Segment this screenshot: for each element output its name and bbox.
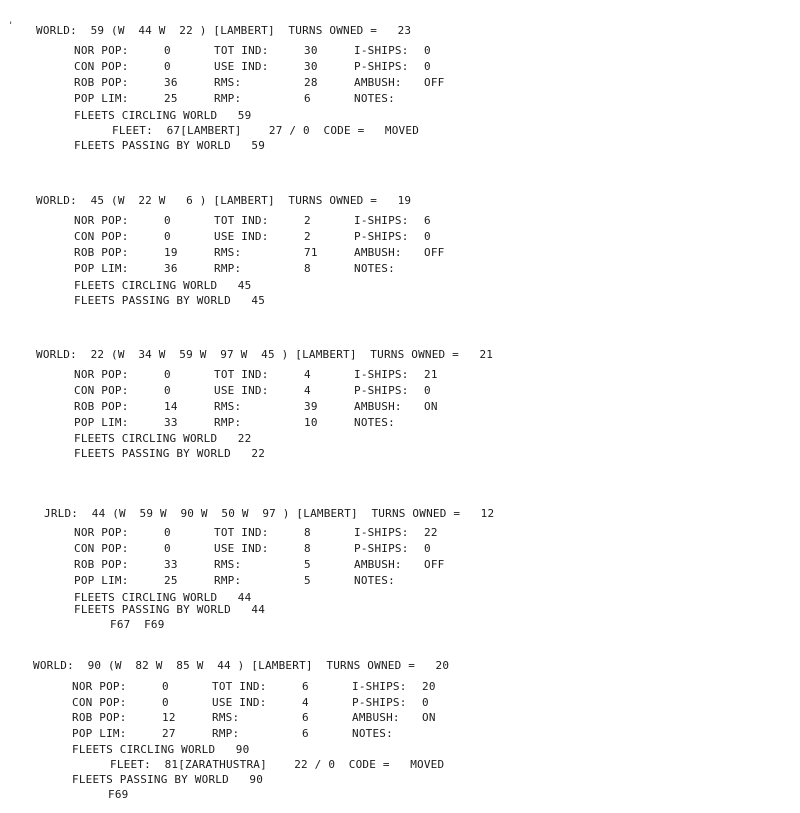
field-label: I-SHIPS:: [354, 368, 409, 381]
field-label: NOR POP:: [74, 214, 129, 227]
field-label: CON POP:: [72, 696, 127, 709]
field-value: 6: [304, 92, 311, 105]
field-value: 0: [424, 60, 431, 73]
field-value: OFF: [424, 246, 445, 259]
field-value: 36: [164, 262, 178, 275]
field-value: 0: [164, 542, 171, 555]
field-label: I-SHIPS:: [354, 44, 409, 57]
field-value: 0: [162, 680, 169, 693]
field-label: TOT IND:: [212, 680, 267, 693]
field-value: 30: [304, 60, 318, 73]
field-value: 0: [422, 696, 429, 709]
field-value: 0: [164, 230, 171, 243]
field-label: RMP:: [214, 416, 242, 429]
field-label: ROB POP:: [74, 400, 129, 413]
fleets-circling-line: FLEETS CIRCLING WORLD 44: [74, 591, 252, 604]
field-value: 12: [162, 711, 176, 724]
field-label: RMS:: [214, 400, 242, 413]
fleets-passing-line: FLEETS PASSING BY WORLD 22: [74, 447, 266, 460]
field-label: TOT IND:: [214, 526, 269, 539]
field-label: P-SHIPS:: [352, 696, 407, 709]
field-value: 25: [164, 574, 178, 587]
field-label: TOT IND:: [214, 44, 269, 57]
fleets-circling-line: FLEETS CIRCLING WORLD 90: [72, 743, 250, 756]
field-label: I-SHIPS:: [354, 526, 409, 539]
fleets-passing-line: FLEETS PASSING BY WORLD 59: [74, 139, 266, 152]
field-label: AMBUSH:: [354, 76, 402, 89]
field-value: 0: [424, 44, 431, 57]
field-label: I-SHIPS:: [354, 214, 409, 227]
field-value: 6: [302, 711, 309, 724]
field-value: ON: [424, 400, 438, 413]
field-label: USE IND:: [214, 384, 269, 397]
field-value: 8: [304, 262, 311, 275]
field-label: RMS:: [212, 711, 240, 724]
field-value: 2: [304, 230, 311, 243]
field-label: POP LIM:: [72, 727, 127, 740]
fleets-circling-line: FLEETS CIRCLING WORLD 22: [74, 432, 252, 445]
field-label: RMS:: [214, 558, 242, 571]
field-value: 33: [164, 558, 178, 571]
field-label: NOTES:: [354, 92, 395, 105]
field-value: 0: [424, 542, 431, 555]
field-value: 4: [304, 384, 311, 397]
field-label: ROB POP:: [74, 76, 129, 89]
field-label: NOTES:: [354, 416, 395, 429]
field-value: OFF: [424, 76, 445, 89]
field-label: USE IND:: [212, 696, 267, 709]
field-value: ON: [422, 711, 436, 724]
fleets-passing-line: FLEETS PASSING BY WORLD 44: [74, 603, 266, 616]
fleets-circling-line: FLEETS CIRCLING WORLD 45: [74, 279, 252, 292]
field-value: 0: [424, 230, 431, 243]
field-value: 6: [424, 214, 431, 227]
field-label: P-SHIPS:: [354, 384, 409, 397]
field-label: USE IND:: [214, 230, 269, 243]
field-value: 0: [164, 368, 171, 381]
field-label: USE IND:: [214, 542, 269, 555]
world-header: WORLD: 90 (W 82 W 85 W 44 ) [LAMBERT] TURNS OWNED = 20: [33, 659, 450, 672]
field-label: TOT IND:: [214, 368, 269, 381]
field-value: 6: [302, 680, 309, 693]
field-label: AMBUSH:: [354, 558, 402, 571]
field-value: 0: [164, 44, 171, 57]
field-value: 0: [162, 696, 169, 709]
field-label: NOTES:: [352, 727, 393, 740]
field-label: TOT IND:: [214, 214, 269, 227]
field-value: 10: [304, 416, 318, 429]
corner-mark: ': [8, 21, 14, 31]
field-label: ROB POP:: [74, 558, 129, 571]
fleets-passing-line: FLEETS PASSING BY WORLD 90: [72, 773, 264, 786]
field-value: 0: [424, 384, 431, 397]
field-value: OFF: [424, 558, 445, 571]
field-value: 6: [302, 727, 309, 740]
field-value: 28: [304, 76, 318, 89]
field-value: 30: [304, 44, 318, 57]
field-label: NOTES:: [354, 262, 395, 275]
field-label: POP LIM:: [74, 262, 129, 275]
field-value: 0: [164, 384, 171, 397]
field-value: 0: [164, 214, 171, 227]
field-value: 5: [304, 574, 311, 587]
field-value: 39: [304, 400, 318, 413]
field-label: AMBUSH:: [354, 246, 402, 259]
fleets-passing-line: FLEETS PASSING BY WORLD 45: [74, 294, 266, 307]
world-header: JRLD: 44 (W 59 W 90 W 50 W 97 ) [LAMBERT] TURNS OWNED = 12: [44, 507, 495, 520]
world-header: WORLD: 45 (W 22 W 6 ) [LAMBERT] TURNS OWNED = 19: [36, 194, 412, 207]
field-value: 8: [304, 526, 311, 539]
field-label: POP LIM:: [74, 574, 129, 587]
field-label: RMS:: [214, 246, 242, 259]
field-label: NOR POP:: [74, 44, 129, 57]
field-value: 2: [304, 214, 311, 227]
field-value: 36: [164, 76, 178, 89]
field-label: NOR POP:: [74, 368, 129, 381]
field-value: 25: [164, 92, 178, 105]
field-value: 0: [164, 60, 171, 73]
field-value: 22: [424, 526, 438, 539]
field-label: NOR POP:: [72, 680, 127, 693]
field-label: RMP:: [214, 574, 242, 587]
field-value: 27: [162, 727, 176, 740]
world-header: WORLD: 59 (W 44 W 22 ) [LAMBERT] TURNS OWNED = 23: [36, 24, 412, 37]
field-label: RMP:: [214, 92, 242, 105]
field-label: CON POP:: [74, 384, 129, 397]
field-label: P-SHIPS:: [354, 60, 409, 73]
field-value: 14: [164, 400, 178, 413]
field-label: CON POP:: [74, 60, 129, 73]
field-value: 19: [164, 246, 178, 259]
field-label: ROB POP:: [72, 711, 127, 724]
field-value: 8: [304, 542, 311, 555]
field-label: CON POP:: [74, 230, 129, 243]
field-label: USE IND:: [214, 60, 269, 73]
field-value: 0: [164, 526, 171, 539]
passing-fleet-ids: F67 F69: [110, 618, 165, 631]
passing-fleet-ids: F69: [108, 788, 129, 801]
field-label: ROB POP:: [74, 246, 129, 259]
field-label: NOTES:: [354, 574, 395, 587]
world-header: WORLD: 22 (W 34 W 59 W 97 W 45 ) [LAMBERT] TURNS OWNED = 21: [36, 348, 494, 361]
field-label: P-SHIPS:: [354, 230, 409, 243]
field-label: RMP:: [214, 262, 242, 275]
field-label: RMS:: [214, 76, 242, 89]
fleet-entry: FLEET: 67[LAMBERT] 27 / 0 CODE = MOVED: [112, 124, 420, 137]
field-value: 21: [424, 368, 438, 381]
field-label: RMP:: [212, 727, 240, 740]
field-value: 4: [304, 368, 311, 381]
field-value: 5: [304, 558, 311, 571]
field-value: 20: [422, 680, 436, 693]
field-value: 33: [164, 416, 178, 429]
field-label: NOR POP:: [74, 526, 129, 539]
field-label: I-SHIPS:: [352, 680, 407, 693]
fleet-entry: FLEET: 81[ZARATHUSTRA] 22 / 0 CODE = MOVED: [110, 758, 445, 771]
field-label: P-SHIPS:: [354, 542, 409, 555]
field-value: 4: [302, 696, 309, 709]
field-label: CON POP:: [74, 542, 129, 555]
field-value: 71: [304, 246, 318, 259]
field-label: POP LIM:: [74, 416, 129, 429]
field-label: AMBUSH:: [352, 711, 400, 724]
field-label: POP LIM:: [74, 92, 129, 105]
fleets-circling-line: FLEETS CIRCLING WORLD 59: [74, 109, 252, 122]
field-label: AMBUSH:: [354, 400, 402, 413]
